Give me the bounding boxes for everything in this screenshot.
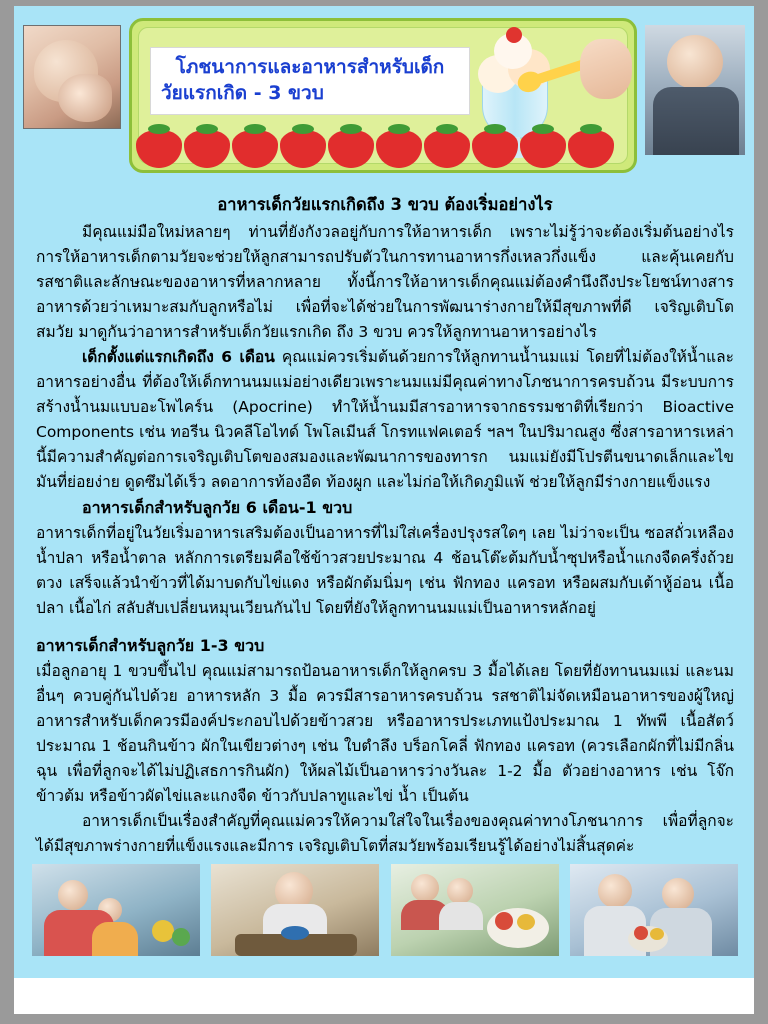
title-banner bbox=[129, 18, 637, 173]
strawberry-icon bbox=[136, 130, 182, 168]
strawberry-icon bbox=[520, 130, 566, 168]
fruit-plate bbox=[487, 908, 549, 948]
document-body bbox=[36, 192, 734, 859]
strawberry-icon bbox=[376, 130, 422, 168]
cherry-icon bbox=[506, 27, 522, 43]
baby-eating-photo bbox=[645, 25, 745, 155]
strawberry-row bbox=[132, 128, 634, 170]
strawberry-icon bbox=[424, 130, 470, 168]
baby-in-highchair-photo bbox=[211, 864, 379, 956]
fruit-shape bbox=[650, 928, 664, 940]
strawberry-icon bbox=[328, 130, 374, 168]
strawberry-icon bbox=[472, 130, 518, 168]
breastfeeding-photo bbox=[23, 25, 121, 129]
title-plate bbox=[150, 47, 470, 115]
strawberry-icon bbox=[280, 130, 326, 168]
section-heading-1-3y: อาหารเด็กสำหรับลูกวัย 1-3 ขวบ bbox=[36, 636, 265, 655]
section-paragraph: เมื่อลูกอายุ 1 ขวบขึ้นไป คุณแม่สามารถป้อนอาหารเด็กให้ลูกครบ 3 มื้อได้เลย โดยที่ยังทานนมแม่ และนมอื่นๆ ควบคู่กันไปด้วย อาหารหลัก 3 มื้อ ควรมีสารอาหารครบถ้วน รสชาติไม่จัดเหมือนอาหารของผู้ใหญ่ อาหารสำหรับเด็กควรมีองค์ประกอบไปด้วยข้าวสวย หรืออาหารประเภทแป้งประมาณ 1 ทัพพี เนื้อสัตว์ประมาณ 1 ช้อนกินข้าว ผักในเขียวต่างๆ เช่น ใบตำลึง บร็อกโคลี่ ฟักทอง แครอท (ควรเลือกผักที่ไม่มีกลิ่นฉุน เพื่อที่ลูกจะได้ไม่ปฏิเสธการกินผัก) ให้ผลไม้เป็นอาหารว่างวันละ 1-2 มื้อ ตัวอย่างอาหาร เช่น โจ๊ก ข้าวต้ม หรือข้าวผัดไข่และแกงจืด ข้าวกับปลาทูและไข่ น้ำ เป็นต้น bbox=[36, 662, 734, 805]
fruit-shape bbox=[172, 928, 190, 946]
document-page bbox=[14, 6, 754, 1014]
section-1-to-3-years bbox=[36, 633, 734, 859]
children-with-fruit-plate-photo bbox=[391, 864, 559, 956]
strawberry-icon bbox=[232, 130, 278, 168]
spacer bbox=[36, 621, 734, 633]
section-paragraph: อาหารเด็กที่อยู่ในวัยเริ่มอาหารเสริมต้องเป็นอาหารที่ไม่ใส่เครื่องปรุงรสใดๆ เลย ไม่ว่าจะเป็น ซอสถั่วเหลือง น้ำปลา หรือน้ำตาล หลักการเตรียมคือใช้ข้าวสวยประมาณ 4 ช้อนโต๊ะต้มกับน้ำซุปหรือน้ำแกงจืดครึ่งถ้วยตวง เสร็จแล้วนำข้าวที่ได้มาบดกับไข่แดง หรือผักต้มนิ่มๆ เช่น ฟักทอง แครอท หรือผสมกับเต้าหู้อ่อน เนื้อปลา เนื้อไก่ สลับสับเปลี่ยนหมุนเวียนกันไป โดยที่ยังให้ลูกทานนมแม่เป็นอาหารหลักอยู่ bbox=[36, 524, 734, 617]
footer-photo-strip bbox=[32, 864, 738, 956]
face-shape bbox=[447, 878, 473, 904]
hand-illustration bbox=[580, 39, 632, 99]
face-shape bbox=[58, 880, 88, 910]
inline-heading-text: เด็กตั้งแต่แรกเกิดถึง 6 เดือน bbox=[82, 348, 275, 366]
section-heading-intro: อาหารเด็กวัยแรกเกิดถึง 3 ขวบ ต้องเริ่มอย่างไร bbox=[217, 195, 553, 214]
fruit-shape bbox=[517, 914, 535, 930]
fruit-shape bbox=[634, 926, 648, 940]
section-inline-heading-newborn bbox=[36, 345, 734, 495]
section-paragraph: มีคุณแม่มือใหม่หลายๆ ท่านที่ยังกังวลอยู่กับการให้อาหารเด็ก เพราะไม่รู้ว่าจะต้องเริ่มต้นอย่างไร การให้อาหารเด็กตามวัยจะช่วยให้ลูกสามารถปรับตัวในการทานอาหารกึ่งเหลวกึ่งแข็ง และคุ้นเคยกับรสชาติและลักษณะของอาหารที่หลากหลาย ทั้งนี้การให้อาหารเด็กคุณแม่ต้องคำนึงถึงประโยชน์ทางสารอาหารด้วยว่าเหมาะสมกับลูกหรือไม่ เพื่อที่จะได้ช่วยในการพัฒนาร่างกายให้มีสุขภาพที่ดี เจริญเติบโตสมวัย มาดูกันว่าอาหารสำหรับเด็กวัยแรกเกิด ถึง 3 ขวบ ควรให้ลูกทานอาหารอย่างไร bbox=[36, 223, 734, 341]
body-shape bbox=[439, 902, 483, 930]
section-6-months-to-1-year bbox=[36, 495, 734, 621]
section-paragraph-closing: อาหารเด็กเป็นเรื่องสำคัญที่คุณแม่ควรให้ความใส่ใจในเรื่องของคุณค่าทางโภชนาการ เพื่อที่ลูกจะได้มีสุขภาพร่างกายที่แข็งแรงและมีการ เจริญเติบโตที่สมวัยพร้อมเรียนรู้ได้อย่างไม่สิ้นสุดค่ะ bbox=[36, 812, 734, 855]
strawberry-icon bbox=[568, 130, 614, 168]
mother-feeding-baby-photo bbox=[32, 864, 200, 956]
face-shape bbox=[411, 874, 439, 902]
document-title-line-1: โภชนาการและอาหารสำหรับเด็ก bbox=[175, 56, 445, 78]
body-shape bbox=[92, 922, 138, 956]
document-title-line-2: วัยแรกเกิด - 3 ขวบ bbox=[161, 82, 324, 104]
strawberry-icon bbox=[184, 130, 230, 168]
face-shape bbox=[598, 874, 632, 908]
section-newborn-to-6-months bbox=[36, 345, 734, 495]
two-boys-eating-fruit-photo bbox=[570, 864, 738, 956]
fruit-shape bbox=[152, 920, 174, 942]
section-paragraph: คุณแม่ควรเริ่มต้นด้วยการให้ลูกทานน้ำนมแม่ โดยที่ไม่ต้องให้น้ำและอาหารอย่างอื่น ที่ต้องให้เด็กทานนมแม่อย่างเดียวเพราะนมแม่มีคุณค่าทางโภชนาการครบถ้วน มีระบบการสร้างน้ำนมแบบอะโพไคร์น (Apocrine) ทำให้น้ำนมมีสารอาหารจากธรรมชาติที่เรียกว่า Bioactive Components เช่น ทอรีน นิวคลีโอไทด์ โพโลเมีนส์ โกรทแฟคเตอร์ ฯลฯ ในปริมาณสูง ซึ่งสารอาหารเหล่านี้มีความสำคัญต่อการเจริญเติบโตของสมองและพัฒนาการของทารก นมแม่ยังมีโปรตีนขนาดเล็กและไขมันที่ย่อยง่าย ดูดซึมได้เร็ว ลดอาการท้องอืด ท้องผูก และไม่ก่อให้เกิดภูมิแพ้ ช่วยให้ลูกมีร่างกายแข็งแรง bbox=[36, 348, 734, 491]
document-sheet bbox=[14, 6, 754, 978]
fruit-shape bbox=[495, 912, 513, 930]
section-heading-6m-1y: อาหารเด็กสำหรับลูกวัย 6 เดือน-1 ขวบ bbox=[82, 498, 353, 517]
document-header bbox=[14, 6, 754, 181]
section-intro bbox=[36, 192, 734, 345]
face-shape bbox=[662, 878, 694, 910]
